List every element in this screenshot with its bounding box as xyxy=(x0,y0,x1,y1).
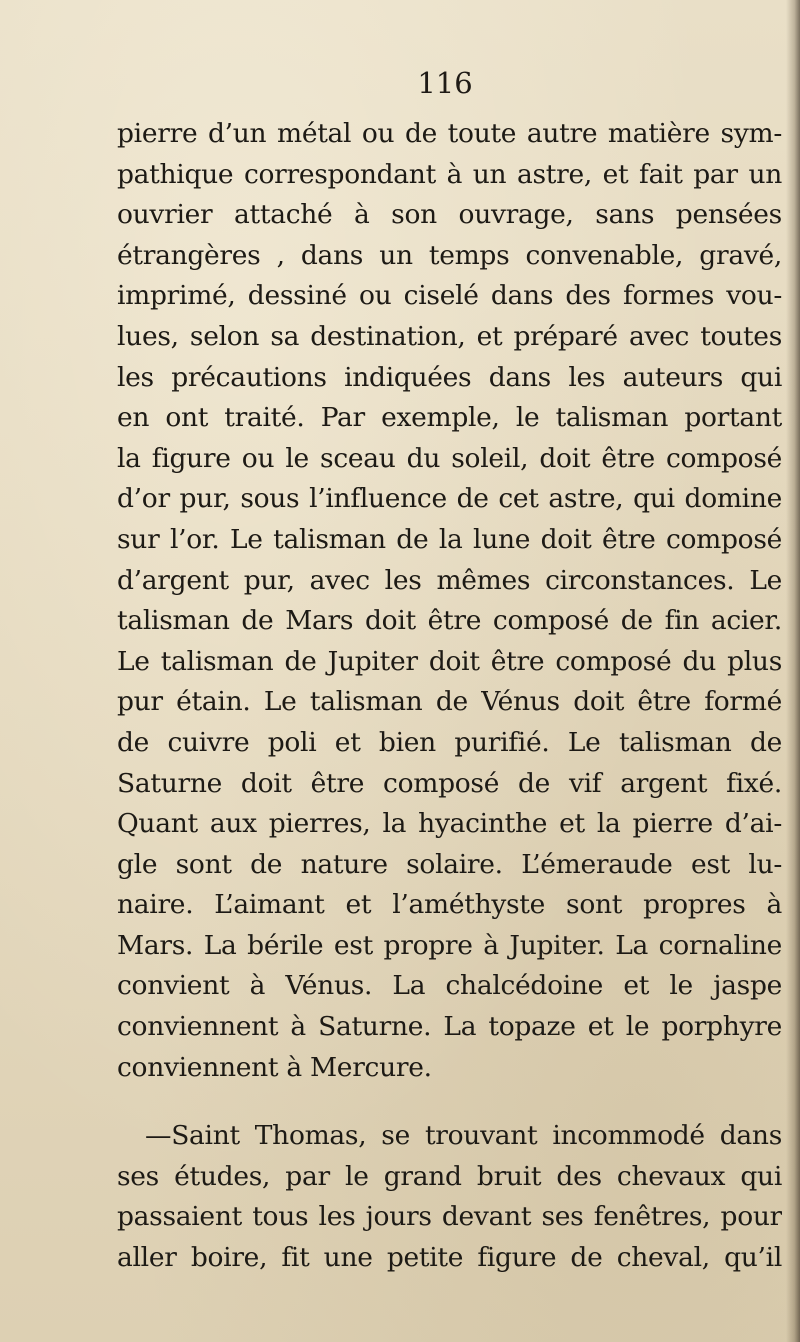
text-line: conviennent à Mercure. xyxy=(117,1051,432,1083)
text-line: naire. L’aimant et l’améthyste sont propres à xyxy=(117,889,782,921)
text-line: d’or pur, sous l’influence de cet astre, qui domine xyxy=(117,483,782,515)
text-line: Mars. La bérile est propre à Jupiter. La cornaline xyxy=(117,929,782,961)
text-line: pathique correspondant à un astre, et fait par un xyxy=(117,158,782,190)
text-line: la figure ou le sceau du soleil, doit être composé xyxy=(117,442,782,474)
text-line: passaient tous les jours devant ses fenêtres, pour xyxy=(117,1201,782,1233)
text-line: ses études, par le grand bruit des chevaux qui xyxy=(117,1160,782,1192)
text-line: imprimé, dessiné ou ciselé dans des formes vou- xyxy=(117,280,782,312)
text-line: sur l’or. Le talisman de la lune doit être composé xyxy=(117,523,782,555)
body-text xyxy=(117,114,782,1279)
text-line: pur étain. Le talisman de Vénus doit être formé xyxy=(117,686,782,718)
text-line: conviennent à Saturne. La topaze et le porphyre xyxy=(117,1011,782,1043)
text-line: de cuivre poli et bien purifié. Le talisman de xyxy=(117,726,782,758)
text-line: ouvrier attaché à son ouvrage, sans pensées xyxy=(117,199,782,231)
text-line: les précautions indiquées dans les auteurs qui xyxy=(117,361,782,393)
text-line: pierre d’un métal ou de toute autre matière sym- xyxy=(117,118,782,149)
text-line: aller boire, fit une petite figure de cheval, qu’il xyxy=(117,1242,782,1274)
text-line: lues, selon sa destination, et préparé avec toutes xyxy=(117,320,782,352)
paragraph-gap xyxy=(117,1088,782,1116)
text-line: Le talisman de Jupiter doit être composé du plus xyxy=(117,645,782,677)
text-line: en ont traité. Par exemple, le talisman portant xyxy=(117,402,782,434)
paragraph-2 xyxy=(117,1116,782,1278)
text-line: étrangères , dans un temps convenable, gravé, xyxy=(117,239,782,271)
page-edge-shadow xyxy=(786,0,800,1342)
text-line: Saturne doit être composé de vif argent fixé. xyxy=(117,767,782,799)
text-line: Quant aux pierres, la hyacinthe et la pierre d’ai- xyxy=(117,808,782,840)
page-number: 116 xyxy=(417,66,473,100)
text-line: —Saint Thomas, se trouvant incommodé dans xyxy=(145,1120,782,1152)
text-line: talisman de Mars doit être composé de fin acier. xyxy=(117,605,782,637)
paragraph-1 xyxy=(117,114,782,1088)
text-line: gle sont de nature solaire. L’émeraude est lu- xyxy=(117,848,782,880)
text-line: convient à Vénus. La chalcédoine et le jaspe xyxy=(117,970,782,1002)
text-line: d’argent pur, avec les mêmes circonstances. Le xyxy=(117,564,782,596)
